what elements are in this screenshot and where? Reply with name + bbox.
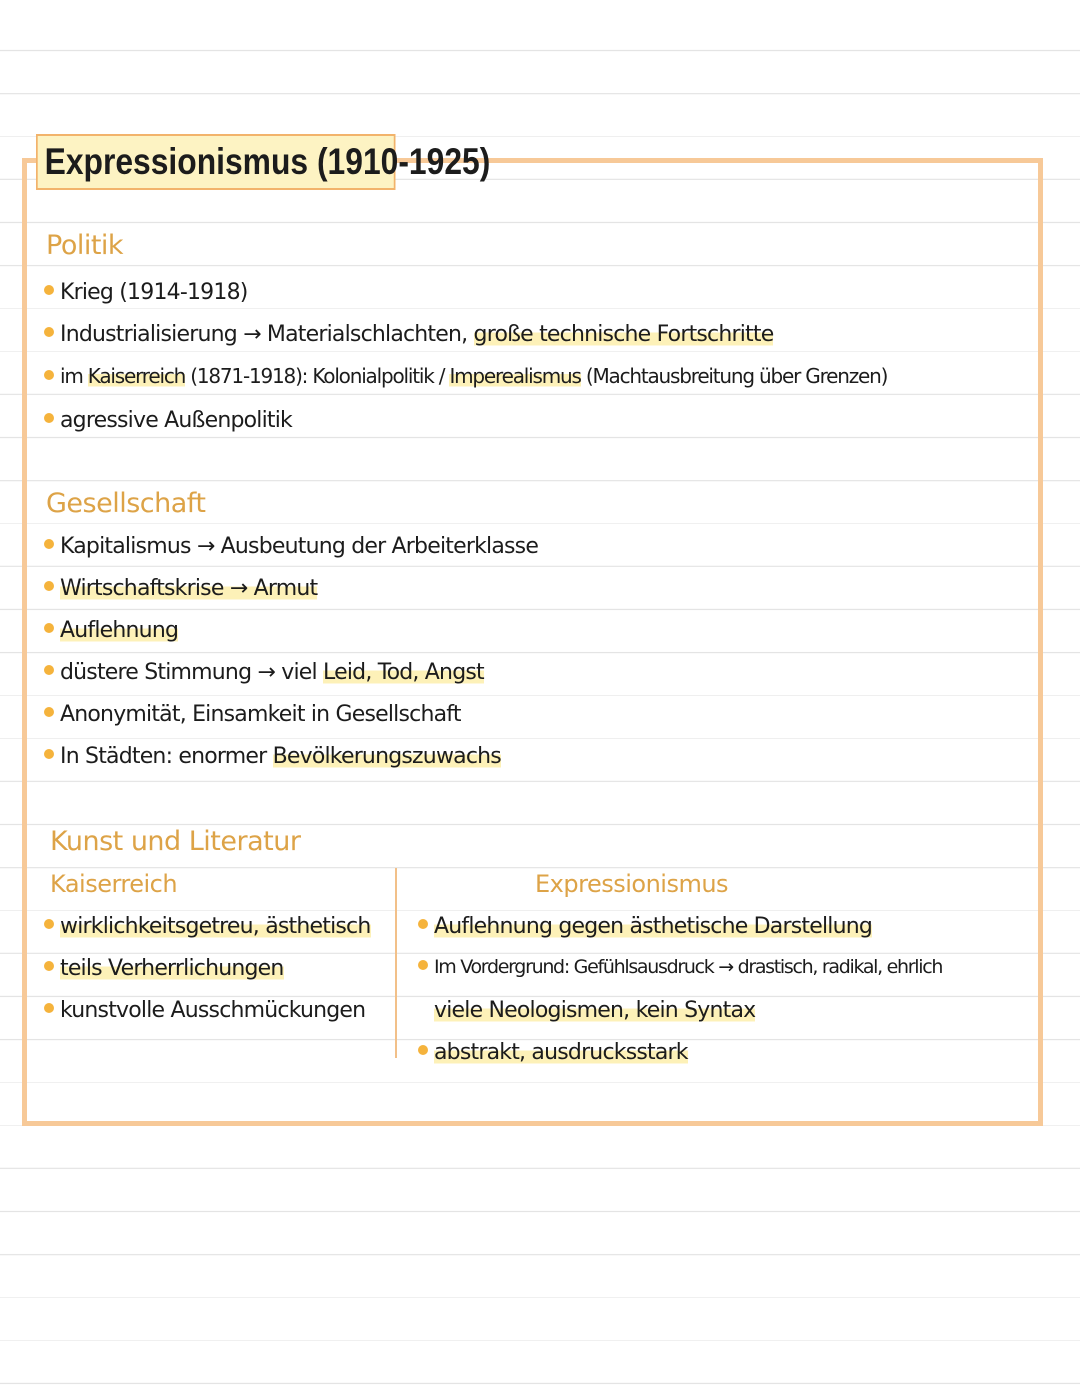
- bullet-icon: [44, 285, 54, 295]
- bullet-icon: [418, 919, 428, 929]
- section-heading-politik: Politik: [46, 230, 124, 261]
- expressionismus-item: Auflehnung gegen ästhetische Darstellung: [418, 914, 872, 939]
- politik-item-aussenpolitik: agressive Außenpolitik: [44, 408, 292, 433]
- bullet-icon: [44, 1003, 54, 1013]
- bullet-icon: [44, 370, 54, 380]
- bullet-icon: [44, 327, 54, 337]
- expressionismus-item: Im Vordergrund: Gefühlsausdruck → drastisch, radikal, ehrlich: [418, 956, 942, 978]
- politik-item-kaiserreich: im Kaiserreich (1871-1918): Kolonialpolitik / Imperealismus (Machtausbreitung über Grenzen): [44, 364, 887, 388]
- gesellschaft-item-staedte: In Städten: enormer Bevölkerungszuwachs: [44, 744, 501, 769]
- kaiserreich-item: kunstvolle Ausschmückungen: [44, 998, 365, 1023]
- bullet-icon: [44, 961, 54, 971]
- bullet-icon: [44, 749, 54, 759]
- gesellschaft-item-wirtschaftskrise: Wirtschaftskrise → Armut: [44, 576, 317, 601]
- bullet-icon: [418, 1045, 428, 1055]
- expressionismus-item-continuation: viele Neologismen, kein Syntax: [434, 998, 756, 1023]
- bullet-icon: [418, 960, 428, 970]
- column-heading-kaiserreich: Kaiserreich: [50, 870, 178, 898]
- section-heading-gesellschaft: Gesellschaft: [46, 488, 206, 519]
- politik-item-industrialisierung: Industrialisierung → Materialschlachten, große technische Fortschritte: [44, 322, 773, 347]
- bullet-icon: [44, 623, 54, 633]
- page-title: Expressionismus (1910-1925): [36, 134, 395, 190]
- kaiserreich-item: wirklichkeitsgetreu, ästhetisch: [44, 914, 371, 939]
- gesellschaft-item-stimmung: düstere Stimmung → viel Leid, Tod, Angst: [44, 660, 484, 685]
- politik-item-krieg: Krieg (1914-1918): [44, 280, 248, 305]
- bullet-icon: [44, 919, 54, 929]
- bullet-icon: [44, 581, 54, 591]
- bullet-icon: [44, 707, 54, 717]
- kaiserreich-item: teils Verherrlichungen: [44, 956, 284, 981]
- gesellschaft-item-anonymitaet: Anonymität, Einsamkeit in Gesellschaft: [44, 702, 461, 727]
- bullet-icon: [44, 539, 54, 549]
- bullet-icon: [44, 413, 54, 423]
- column-divider: [395, 868, 397, 1058]
- column-heading-expressionismus: Expressionismus: [535, 870, 729, 898]
- bullet-icon: [44, 665, 54, 675]
- gesellschaft-item-auflehnung: Auflehnung: [44, 618, 178, 643]
- section-heading-kunst: Kunst und Literatur: [50, 826, 301, 857]
- gesellschaft-item-kapitalismus: Kapitalismus → Ausbeutung der Arbeiterklasse: [44, 534, 538, 559]
- expressionismus-item: abstrakt, ausdrucksstark: [418, 1040, 688, 1065]
